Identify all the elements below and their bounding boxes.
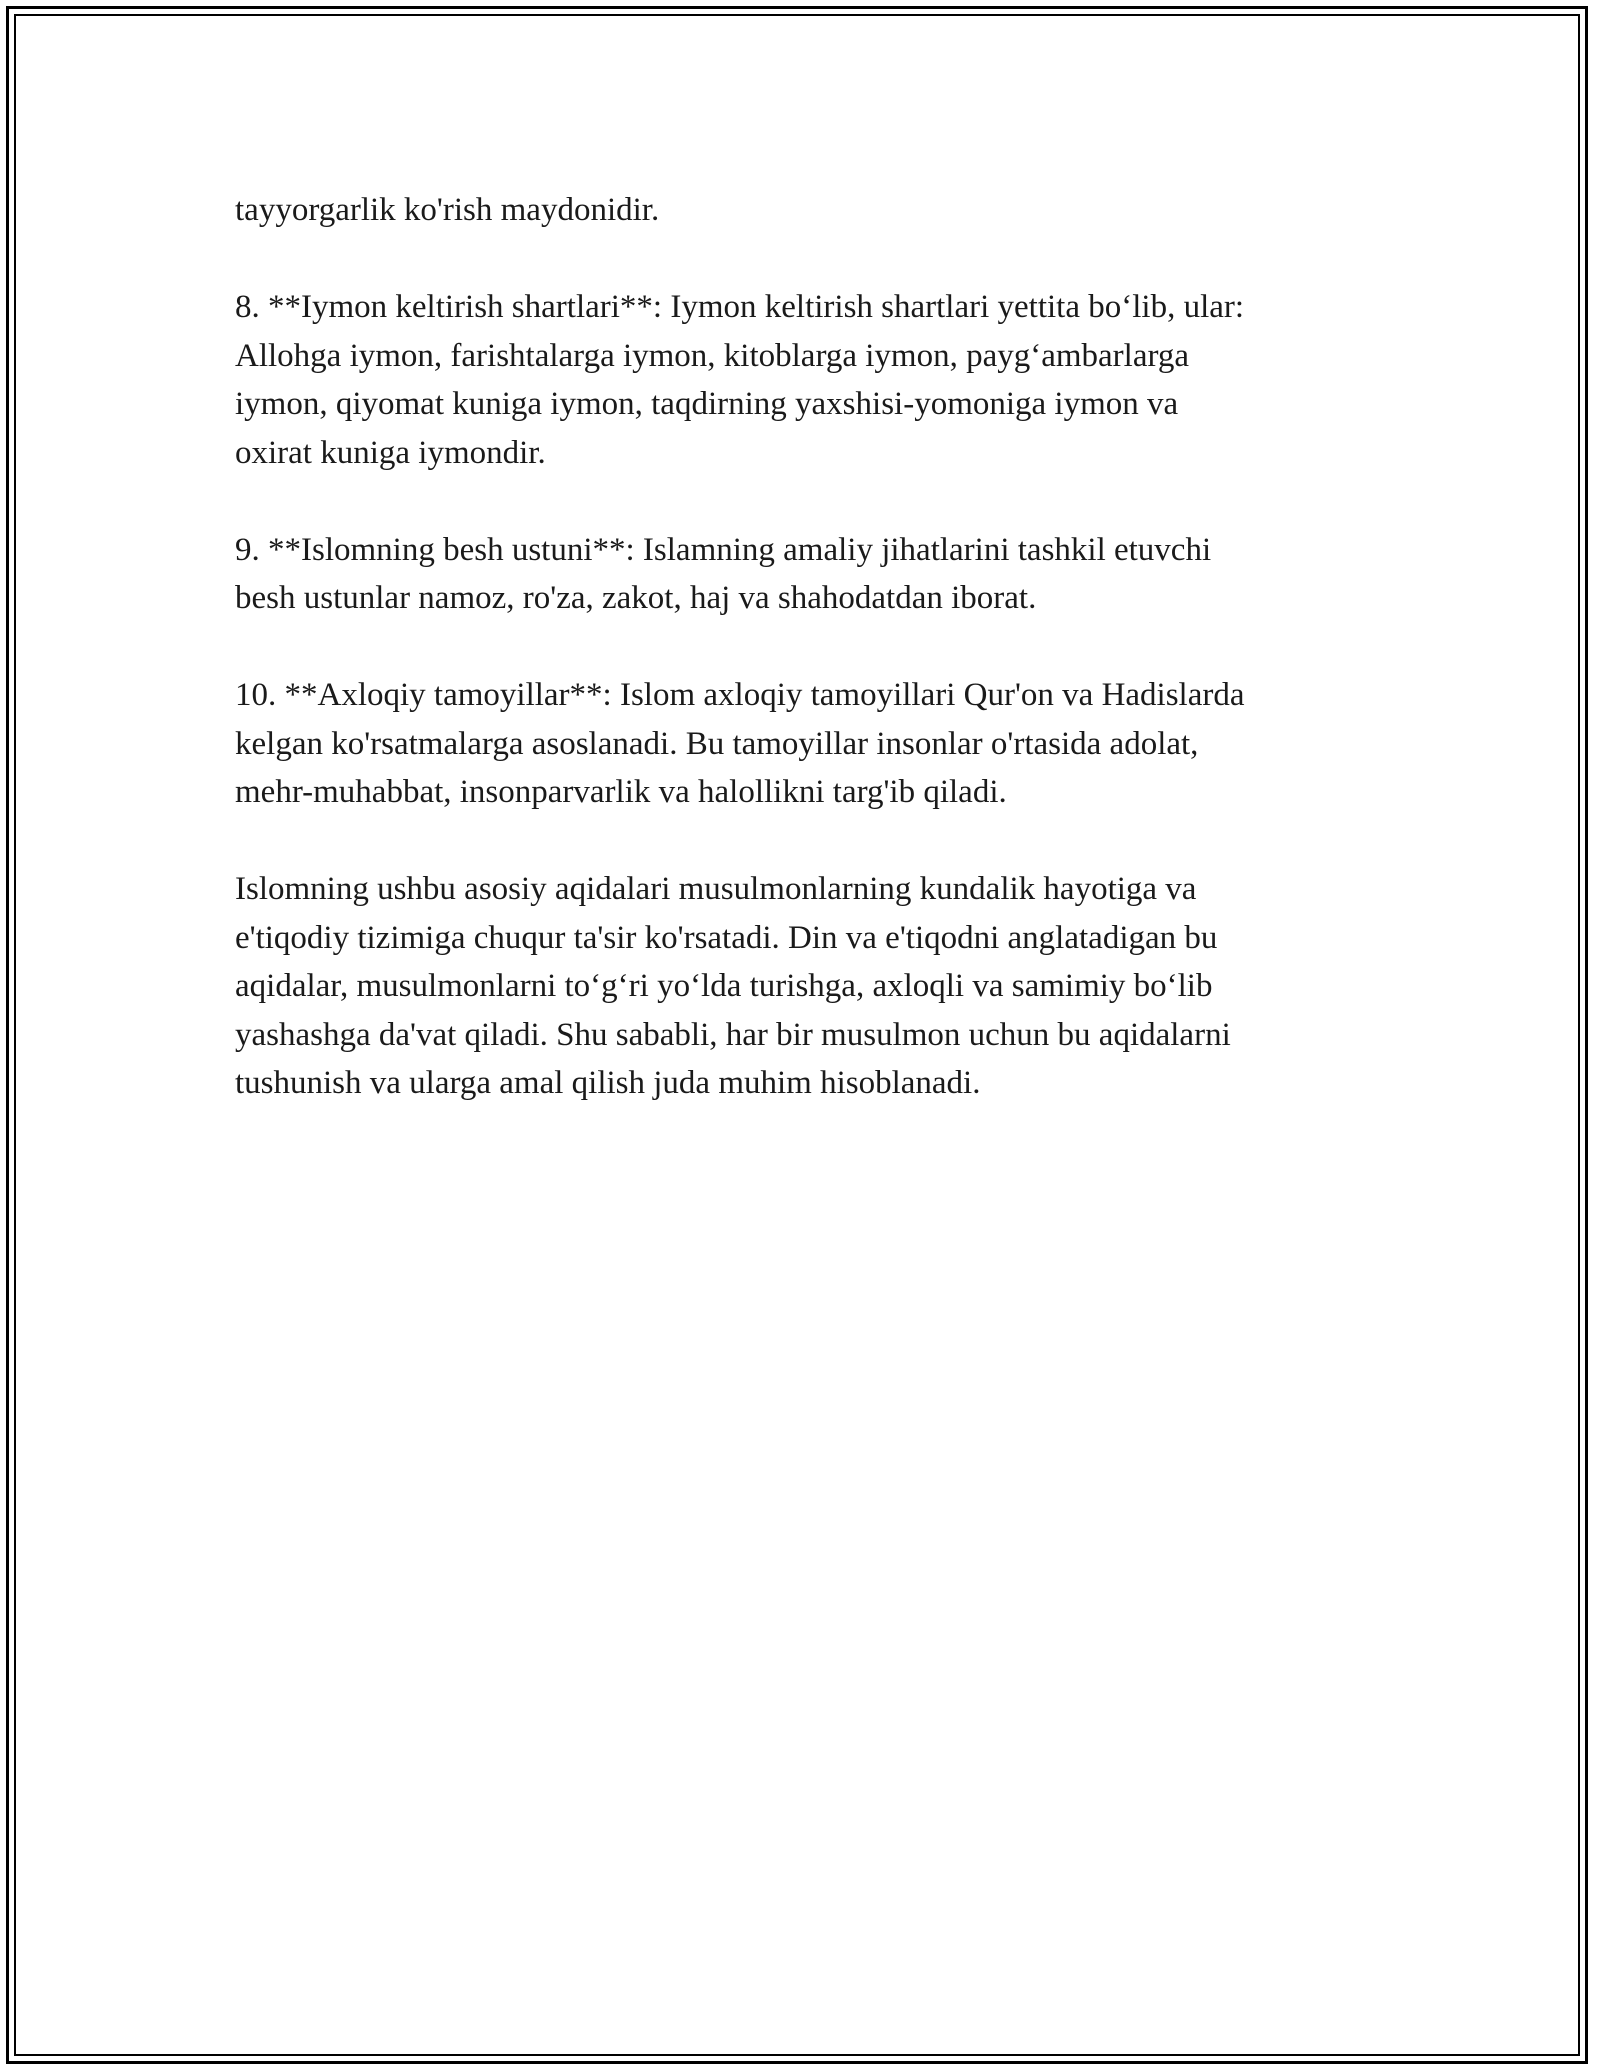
paragraph-conclusion	[235, 865, 1385, 1108]
text-line: aqidalar, musulmonlarni to‘g‘ri yo‘lda turishga, axloqli va samimiy bo‘lib	[235, 968, 1213, 1004]
text-line: Islomning ushbu asosiy aqidalari musulmonlarning kundalik hayotiga va	[235, 871, 1197, 907]
paragraph-item-8	[235, 283, 1385, 477]
text-line: tushunish va ularga amal qilish juda muhim hisoblanadi.	[235, 1065, 981, 1101]
text-line: e'tiqodiy tizimiga chuqur ta'sir ko'rsatadi. Din va e'tiqodni anglatadigan bu	[235, 919, 1218, 956]
paragraph-item-9	[235, 526, 1385, 623]
text-line: besh ustunlar namoz, ro'za, zakot, haj va shahodatdan iborat.	[235, 580, 1037, 616]
text-line: tayyorgarlik ko'rish maydonidir.	[235, 192, 660, 228]
paragraph-continuation	[235, 186, 1385, 235]
text-line: 9. **Islomning besh ustuni**: Islamning amaliy jihatlarini tashkil etuvchi	[235, 531, 1212, 568]
paragraph-item-10	[235, 671, 1385, 817]
text-line: 8. **Iymon keltirish shartlari**: Iymon keltirish shartlari yettita bo‘lib, ular:	[235, 289, 1245, 325]
text-line: oxirat kuniga iymondir.	[235, 434, 546, 471]
text-line: iymon, qiyomat kuniga iymon, taqdirning yaxshisi-yomoniga iymon va	[235, 386, 1179, 422]
text-line: kelgan ko'rsatmalarga asoslanadi. Bu tamoyillar insonlar o'rtasida adolat,	[235, 725, 1199, 762]
document-body	[235, 186, 1385, 1156]
text-line: mehr-muhabbat, insonparvarlik va halollikni targ'ib qiladi.	[235, 774, 1007, 810]
text-line: 10. **Axloqiy tamoyillar**: Islom axloqiy tamoyillari Qur'on va Hadislarda	[235, 677, 1245, 713]
text-line: Allohga iymon, farishtalarga iymon, kitoblarga iymon, payg‘ambarlarga	[235, 337, 1190, 374]
text-line: yashashga da'vat qiladi. Shu sababli, har bir musulmon uchun bu aqidalarni	[235, 1016, 1231, 1053]
